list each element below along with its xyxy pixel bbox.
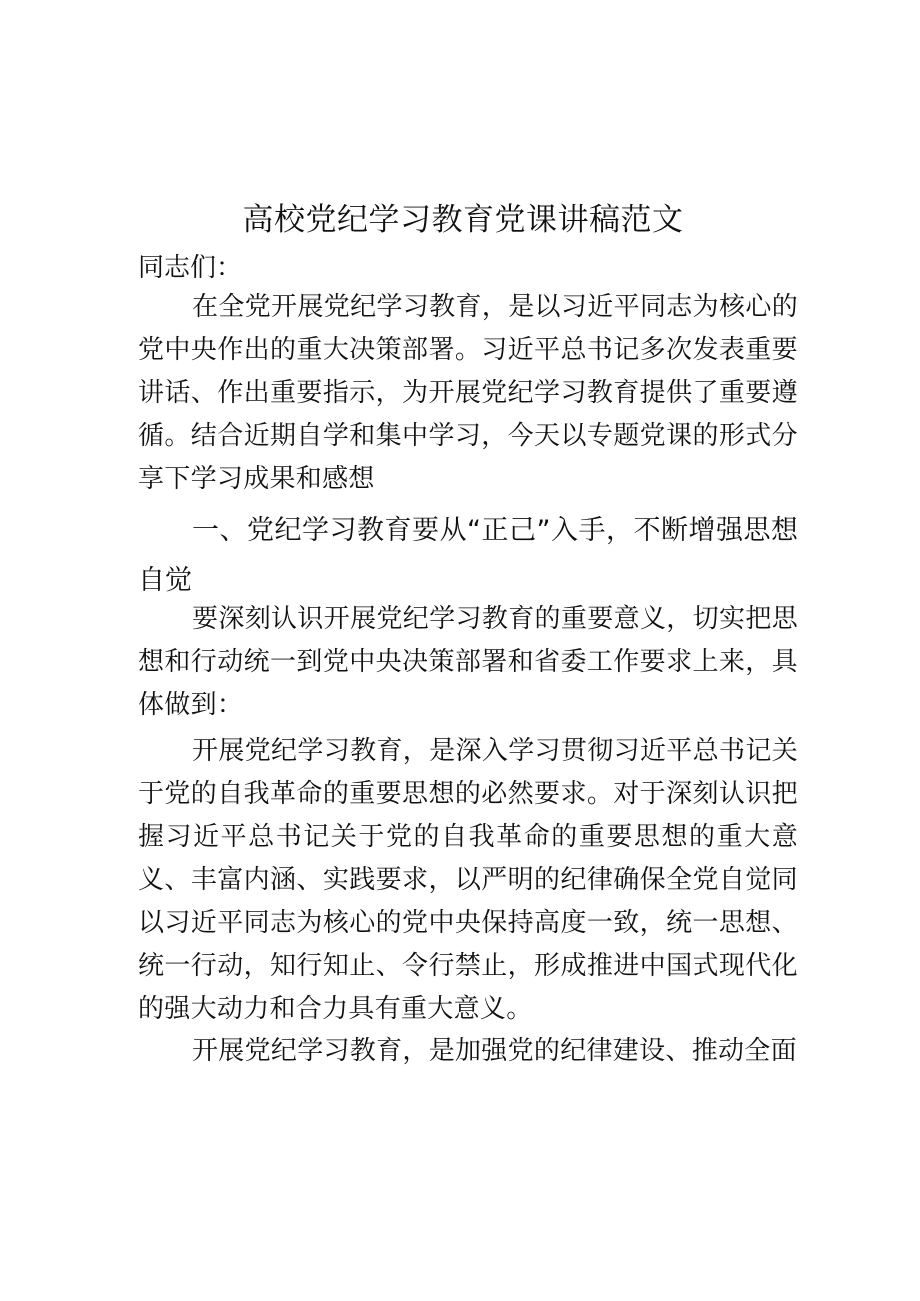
salutation: 同志们：: [138, 253, 243, 283]
document-title: 高校党纪学习教育党课讲稿范文: [242, 202, 684, 238]
paragraph-discipline-building: 开展党纪学习教育，是加强党的纪律建设、推动全面: [192, 1036, 797, 1066]
paragraph-intro: 在全党开展党纪学习教育，是以习近平同志为核心的党中央作出的重大决策部署。习近平总书记多次发表重要讲话、作出重要指示，为开展党纪学习教育提供了重要遵循。结合近期自学和集中学习，今天以专题党课的形式分享下学习成果和感想: [138, 292, 798, 494]
paragraph-self-revolution: 开展党纪学习教育，是深入学习贯彻习近平总书记关于党的自我革命的重要思想的必然要求。对于深刻认识把握习近平总书记关于党的自我革命的重要思想的重大意义、丰富内涵、实践要求，以严明的纪律确保全党自觉同以习近平同志为核心的党中央保持高度一致，统一思想、统一行动，知行知止、令行禁止，形成推进中国式现代化的强大动力和合力具有重大意义。: [138, 736, 798, 1024]
section-heading-1: 一、党纪学习教育要从“正己”入手，不断增强思想自觉: [138, 515, 798, 596]
paragraph-significance: 要深刻认识开展党纪学习教育的重要意义，切实把思想和行动统一到党中央决策部署和省委工作要求上来，具体做到：: [138, 604, 798, 720]
